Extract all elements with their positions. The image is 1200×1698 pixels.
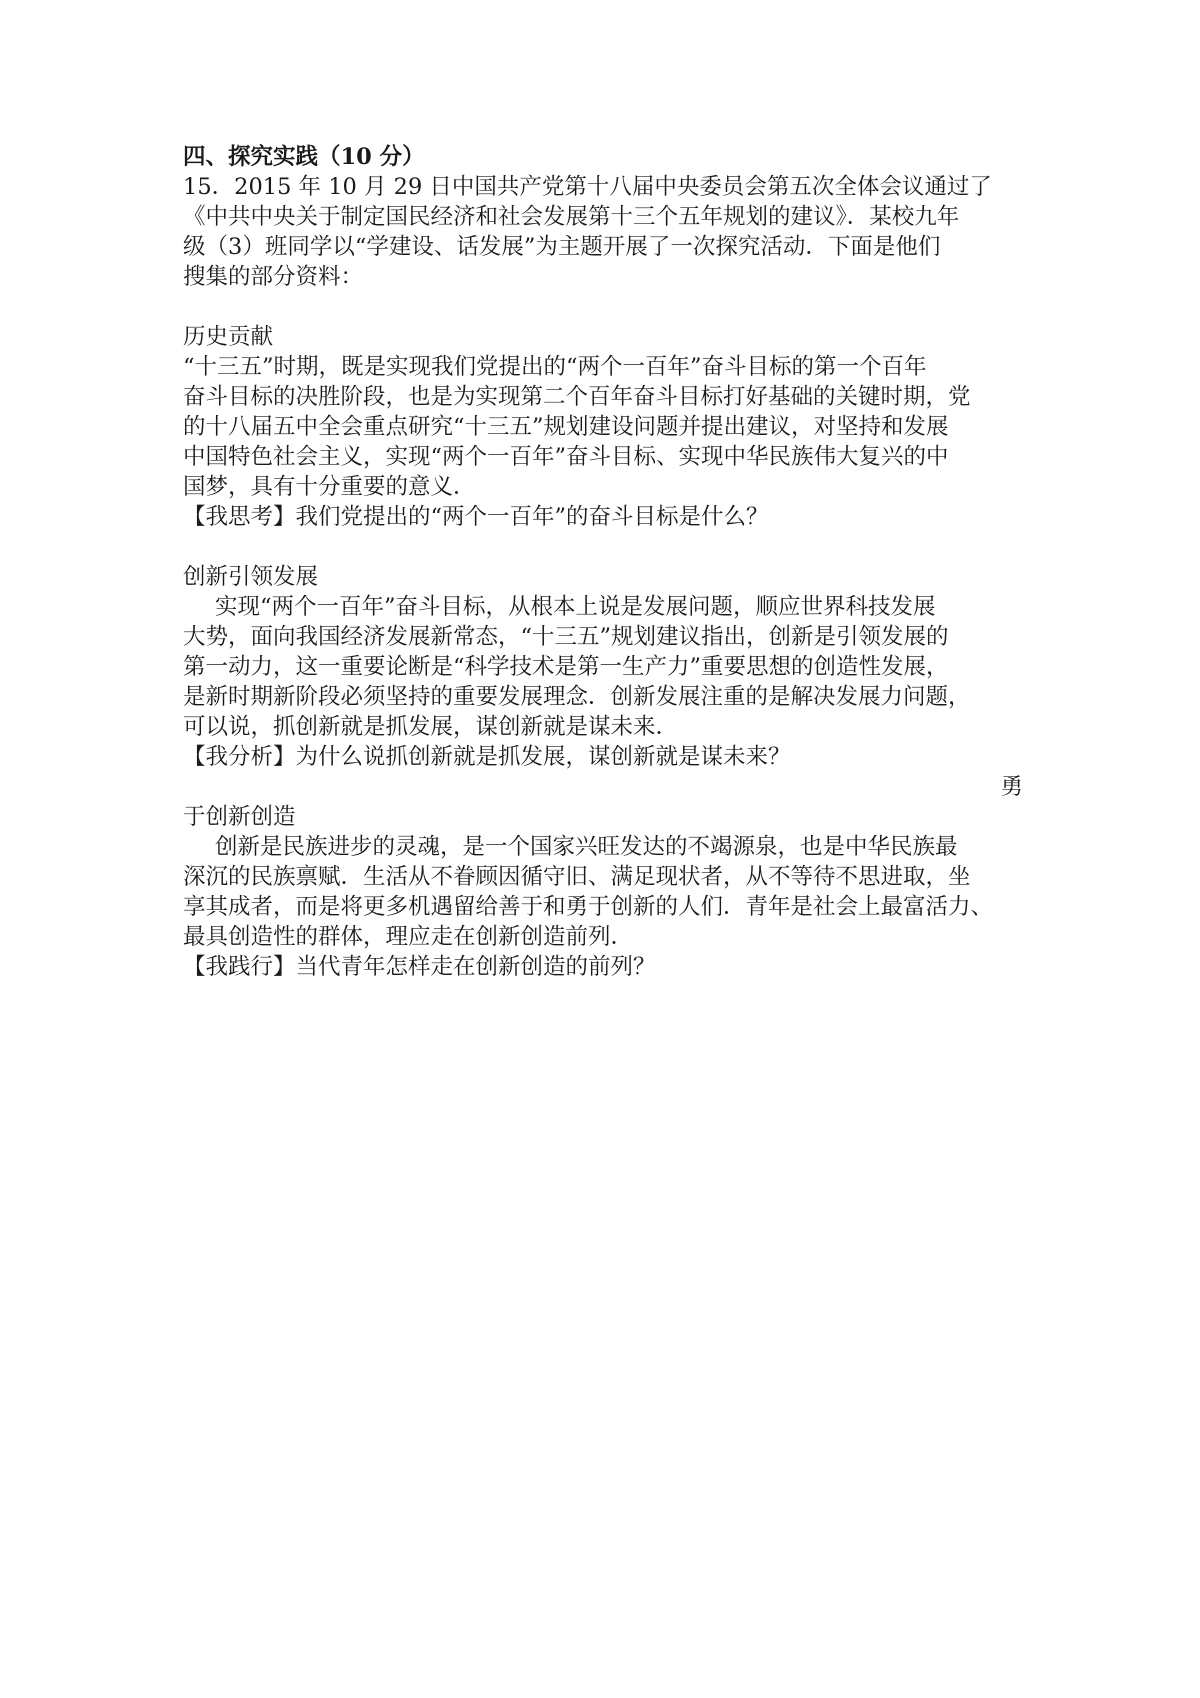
part1-body-line: 的十八届五中全会重点研究“十三五”规划建设问题并提出建议，对坚持和发展: [183, 414, 949, 440]
part2-body-line: 大势，面向我国经济发展新常态，“十三五”规划建议指出，创新是引领发展的: [183, 624, 949, 650]
part3-body-line: 享其成者，而是将更多机遇留给善于和勇于创新的人们．青年是社会上最富活力、: [183, 894, 994, 920]
part1-body-line: 中国特色社会主义，实现“两个一百年”奋斗目标、实现中华民族伟大复兴的中: [183, 444, 949, 470]
part1-body-line: 国梦，具有十分重要的意义．: [183, 474, 476, 500]
intro-line: 搜集的部分资料：: [183, 264, 364, 290]
part3-body-line: 最具创造性的群体，理应走在创新创造前列．: [183, 924, 634, 950]
part1-body-line: 奋斗目标的决胜阶段，也是为实现第二个百年奋斗目标打好基础的关键时期，党: [183, 384, 971, 410]
part1-body-line: “十三五”时期，既是实现我们党提出的“两个一百年”奋斗目标的第一个百年: [183, 354, 927, 380]
part2-body-line: 实现“两个一百年”奋斗目标，从根本上说是发展问题，顺应世界科技发展: [215, 594, 936, 620]
intro-line: 15．2015 年 10 月 29 日中国共产党第十八届中央委员会第五次全体会议通过了: [183, 174, 992, 200]
part1-question: 【我思考】我们党提出的“两个一百年”的奋斗目标是什么？: [183, 504, 769, 530]
part2-body-line: 可以说，抓创新就是抓发展，谋创新就是谋未来．: [183, 714, 679, 740]
part3-body-line: 创新是民族进步的灵魂，是一个国家兴旺发达的不竭源泉，也是中华民族最: [215, 834, 958, 860]
part3-question: 【我践行】当代青年怎样走在创新创造的前列？: [183, 954, 656, 980]
spacer: [183, 292, 1023, 322]
part1-title: 历史贡献: [183, 324, 274, 350]
intro-line: 级（3）班同学以“学建设、话发展”为主题开展了一次探究活动．下面是他们: [183, 234, 941, 260]
document-page: [183, 142, 1023, 982]
part2-title: 创新引领发展: [183, 564, 319, 590]
part3-title-rest: 于创新创造: [183, 804, 296, 830]
section-heading: 四、探究实践（10 分）: [183, 144, 425, 170]
part2-question: 【我分析】为什么说抓创新就是抓发展，谋创新就是谋未来？: [183, 744, 791, 770]
part3-body-line: 深沉的民族禀赋．生活从不眷顾因循守旧、满足现状者，从不等待不思进取，坐: [183, 864, 971, 890]
part2-body-line: 第一动力，这一重要论断是“科学技术是第一生产力”重要思想的创造性发展，: [183, 654, 949, 680]
part3-title-first-char: 勇: [1000, 774, 1023, 800]
intro-line: 《中共中央关于制定国民经济和社会发展第十三个五年规划的建议》．某校九年: [183, 204, 960, 230]
spacer: [183, 532, 1023, 562]
part2-body-line: 是新时期新阶段必须坚持的重要发展理念．创新发展注重的是解决发展力问题，: [183, 684, 971, 710]
